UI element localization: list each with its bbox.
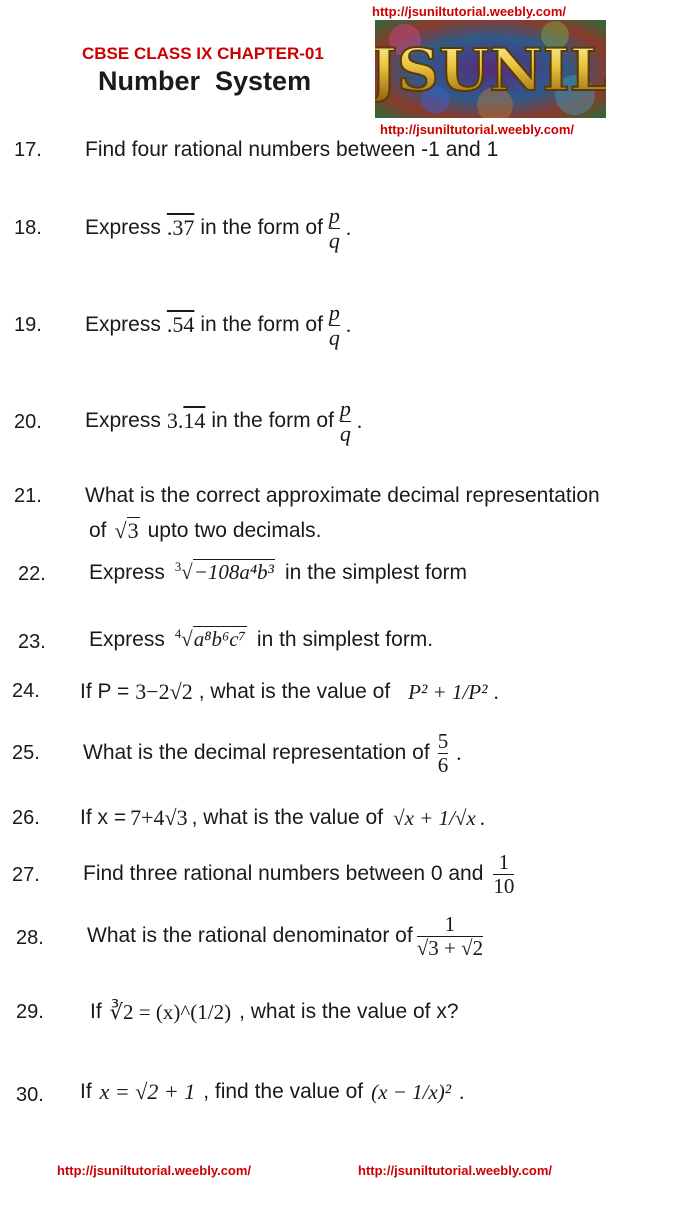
question-tail: in the simplest form — [284, 560, 468, 584]
question-number: 22. — [18, 563, 46, 585]
logo-text: JSUNIL — [375, 36, 606, 104]
question-line: Express .37 in the form of $\frac{p}{q}$ . — [85, 203, 352, 253]
math-expression: √x + 1/√x — [393, 805, 476, 830]
question-lead: What is the rational denominator of — [87, 924, 413, 947]
math-expression: P² + 1/P² — [408, 679, 488, 704]
fraction-denominator: 6 — [437, 752, 449, 777]
question-line: If x = √2 + 1 , find the value of (x − 1/x)² . — [80, 1079, 465, 1104]
header-link-under-logo[interactable]: http://jsuniltutorial.weebly.com/ — [380, 122, 575, 137]
question-lead: Express — [89, 627, 165, 651]
question-tail: , what is the value of — [191, 806, 384, 829]
math-expression: x = √2 + 1 — [99, 1079, 196, 1104]
question-lead: If — [90, 1000, 102, 1023]
question-tail: , what is the value of — [198, 680, 391, 703]
question-lead: of — [89, 519, 107, 542]
fraction-denominator: 10 — [493, 873, 515, 898]
fraction-numerator: p — [328, 300, 340, 326]
question-line: If x = 7+4√3 , what is the value of √x + 1/√x . — [80, 805, 485, 830]
fraction-numerator: 1 — [444, 912, 456, 937]
math-expression: (x − 1/x)² — [371, 1079, 452, 1104]
fraction-p-over-q — [329, 301, 340, 348]
question-line: Express 3.14 in the form of $\frac{p}{q}$ . — [85, 396, 363, 446]
footer-link-right[interactable]: http://jsuniltutorial.weebly.com/ — [358, 1163, 553, 1178]
question-tail: upto two decimals. — [147, 519, 322, 542]
math-expression: 7+4√3 — [130, 805, 188, 830]
question-tail: , what is the value of x? — [239, 1000, 459, 1023]
fraction-numerator: 1 — [498, 850, 510, 875]
question-lead: What is the decimal representation of — [83, 741, 430, 764]
question-line: Express .54 in the form of $\frac{p}{q}$ . — [85, 300, 352, 350]
question-lead: Express — [89, 560, 165, 584]
question-text: What is the correct approximate decimal representation — [85, 484, 600, 507]
question-lead: Express — [85, 216, 161, 239]
question-number: 21. — [14, 485, 42, 507]
fraction-rational-denominator — [417, 913, 483, 958]
fraction-denominator: q — [328, 227, 340, 253]
question-tail: in the form of — [200, 313, 323, 336]
fraction-denominator: q — [339, 420, 351, 446]
class-chapter-line: CBSE CLASS IX CHAPTER-01 — [82, 44, 324, 63]
cube-root: $^3$√−108a⁴b³ — [174, 560, 274, 584]
question-number: 25. — [12, 742, 40, 764]
question-number: 23. — [18, 631, 46, 653]
repeating-decimal: 3.14 — [166, 408, 206, 433]
question-lead: Express — [85, 409, 161, 432]
question-lead: If — [80, 1080, 92, 1103]
repeating-decimal: .37 — [166, 215, 195, 240]
question-lead: Express — [85, 313, 161, 336]
question-number: 20. — [14, 411, 42, 433]
question-number: 17. — [14, 139, 42, 161]
fourth-root: $^4$√a⁸b⁶c⁷ — [174, 627, 246, 651]
footer-link-left[interactable]: http://jsuniltutorial.weebly.com/ — [57, 1163, 252, 1178]
question-number: 30. — [16, 1084, 44, 1106]
question-tail: in the form of — [211, 409, 334, 432]
question-tail: in th simplest form. — [256, 627, 434, 651]
question-line — [87, 904, 483, 968]
fraction-five-sixths — [438, 730, 449, 775]
fraction-p-over-q — [329, 204, 340, 251]
fraction-denominator: √3 + √2 — [416, 935, 484, 960]
fraction-one-tenth — [493, 851, 514, 896]
question-line — [83, 843, 514, 905]
question-line — [89, 627, 433, 652]
question-number: 27. — [12, 864, 40, 886]
question-number: 19. — [14, 314, 42, 336]
question-line — [90, 989, 459, 1035]
fraction-numerator: p — [328, 203, 340, 229]
question-number: 18. — [14, 217, 42, 239]
question-number: 28. — [16, 927, 44, 949]
question-line: What is the decimal representation of $\frac{5}{6}$ . — [83, 729, 462, 777]
question-number: 24. — [12, 680, 40, 702]
header-link-top[interactable]: http://jsuniltutorial.weebly.com/ — [372, 4, 567, 19]
question-line — [89, 560, 467, 585]
repeating-decimal: .54 — [166, 312, 195, 337]
question-number: 29. — [16, 1001, 44, 1023]
fraction-p-over-q — [340, 397, 351, 444]
jsunil-logo — [375, 20, 606, 118]
question-lead: If P = — [80, 680, 130, 703]
fraction-denominator: q — [328, 324, 340, 350]
square-root: √3 — [114, 518, 139, 543]
question-text: Find four rational numbers between -1 and 1 — [85, 138, 499, 161]
page-title: Number System — [98, 66, 312, 96]
question-number: 26. — [12, 807, 40, 829]
question-tail: in the form of — [200, 216, 323, 239]
fraction-numerator: p — [339, 396, 351, 422]
fraction-numerator: 5 — [437, 729, 449, 754]
question-line: If P = 3−2√2 , what is the value of P² + 1/P² . — [80, 679, 499, 704]
question-line — [89, 518, 322, 544]
math-expression: 3−2√2 — [135, 679, 193, 704]
question-tail: , find the value of — [203, 1080, 364, 1103]
question-lead: If x = — [80, 806, 127, 829]
math-expression: ∛2 = (x)^(1/2) — [109, 999, 232, 1024]
question-lead: Find three rational numbers between 0 and — [83, 862, 484, 885]
